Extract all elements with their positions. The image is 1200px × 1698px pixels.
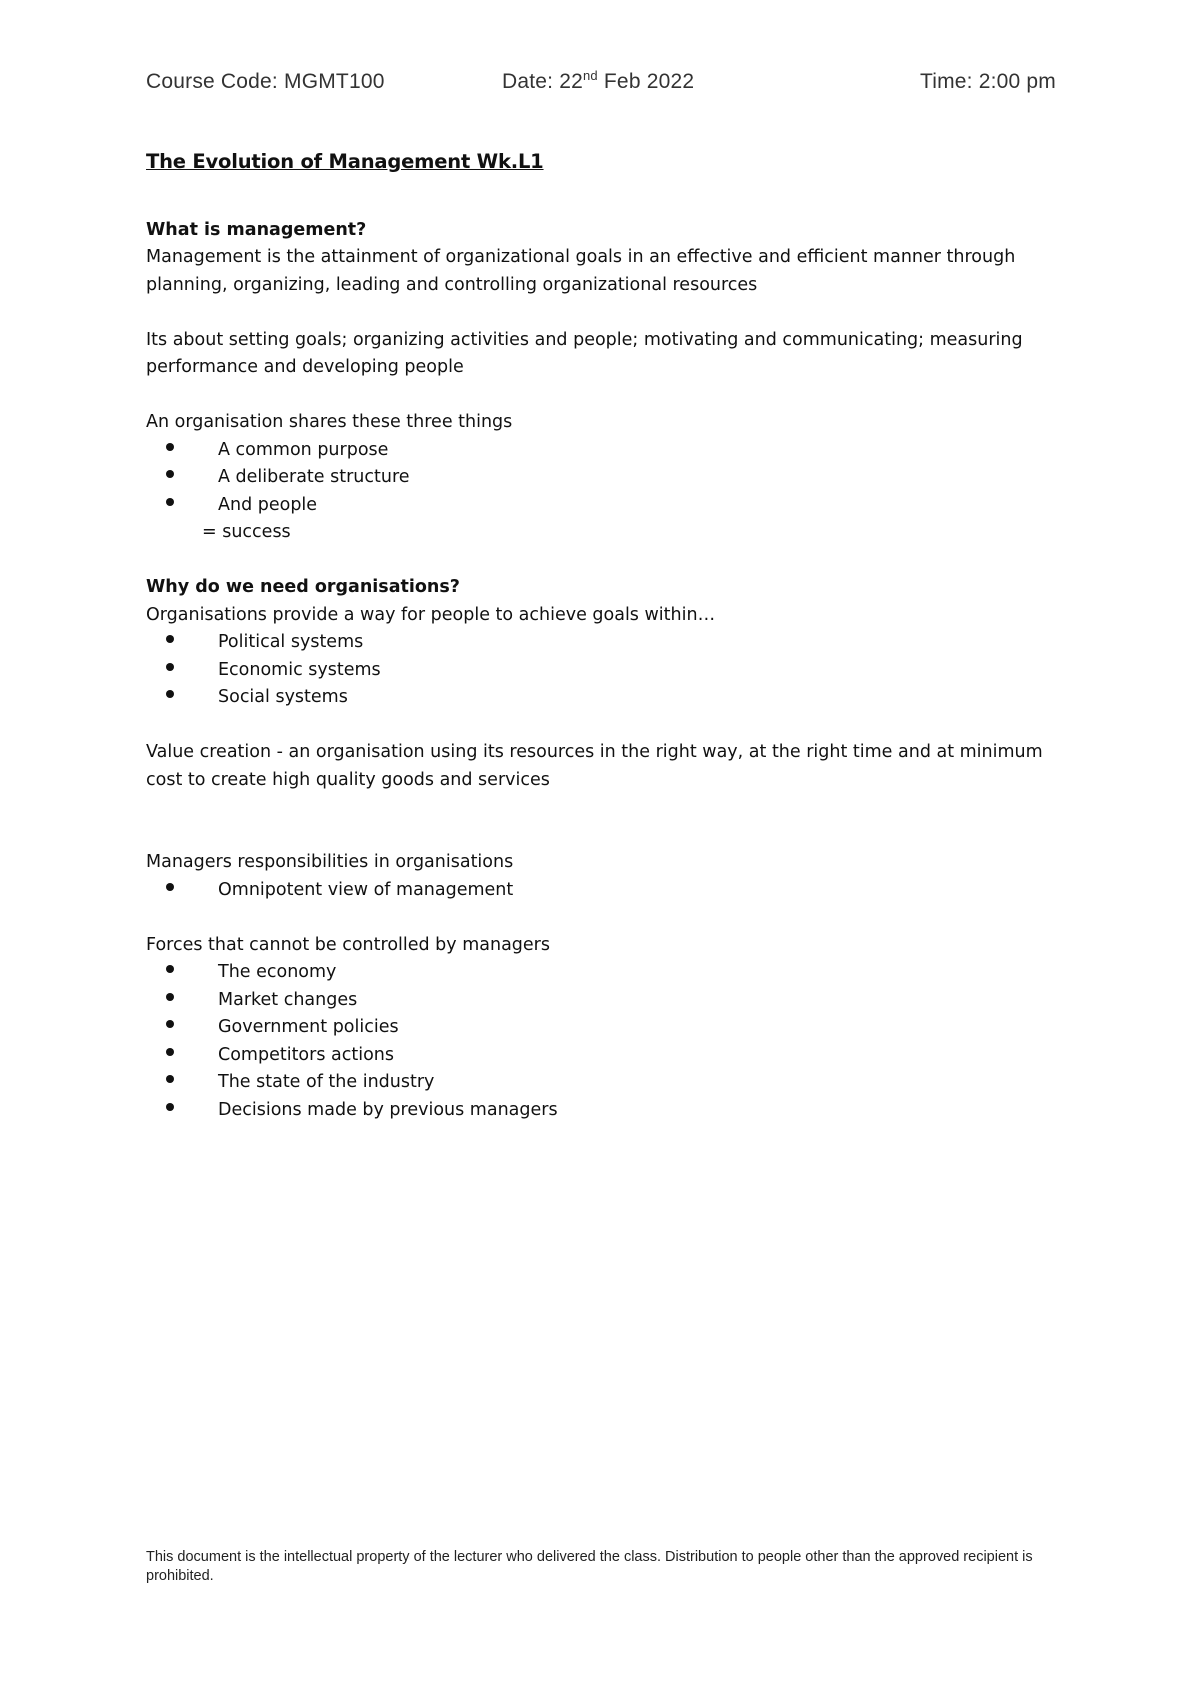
organisations-provide-intro: Organisations provide a way for people to achieve goals within…	[146, 604, 716, 625]
bullet-icon	[166, 690, 174, 698]
managers-responsibilities-intro: Managers responsibilities in organisations	[146, 852, 514, 872]
bullet-icon	[166, 993, 174, 1001]
bullet-icon	[166, 470, 174, 478]
organisation-shares-list	[146, 437, 1066, 520]
list-item: A deliberate structure	[146, 464, 1066, 492]
lecture-date	[502, 70, 694, 94]
bullet-icon	[166, 1075, 174, 1083]
list-item: Political systems	[146, 629, 1066, 657]
list-item: Competitors actions	[146, 1042, 1066, 1070]
document-body	[146, 148, 1066, 1124]
success-result: = success	[202, 522, 291, 542]
list-item: The economy	[146, 959, 1066, 987]
bullet-icon	[166, 498, 174, 506]
list-item: Omnipotent view of management	[146, 877, 1066, 905]
bullet-icon	[166, 883, 174, 891]
lecture-time: Time: 2:00 pm	[919, 70, 1056, 93]
forces-list	[146, 959, 1066, 1124]
date-prefix: Date: 22	[502, 70, 583, 93]
list-item: And people	[146, 492, 1066, 520]
document-title: The Evolution of Management Wk.L1	[146, 150, 544, 173]
bullet-icon	[166, 1020, 174, 1028]
date-suffix: Feb 2022	[597, 70, 695, 93]
heading-what-is-management: What is management?	[146, 219, 367, 240]
systems-list	[146, 629, 1066, 712]
copyright-notice: This document is the intellectual property of the lecturer who delivered the class. Distribution to people other than the approved recipient is prohibited.	[146, 1549, 1033, 1584]
list-item: Decisions made by previous managers	[146, 1097, 1066, 1125]
bullet-icon	[166, 1103, 174, 1111]
bullet-icon	[166, 663, 174, 671]
forces-intro: Forces that cannot be controlled by managers	[146, 934, 550, 955]
value-creation: Value creation - an organisation using its resources in the right way, at the right time and at minimum cost to create high quality goods and services	[146, 742, 1043, 790]
list-item: Economic systems	[146, 657, 1066, 685]
management-definition: Management is the attainment of organizational goals in an effective and efficient manner through planning, organizing, leading and controlling organizational resources	[146, 247, 1016, 295]
list-item: A common purpose	[146, 437, 1066, 465]
list-item: Market changes	[146, 987, 1066, 1015]
list-item: Social systems	[146, 684, 1066, 712]
organisation-shares-intro: An organisation shares these three things	[146, 412, 513, 432]
bullet-icon	[166, 965, 174, 973]
list-item: Government policies	[146, 1014, 1066, 1042]
management-about: Its about setting goals; organizing activities and people; motivating and communicating; measuring performance and developing people	[146, 329, 1023, 377]
heading-why-organisations: Why do we need organisations?	[146, 577, 460, 597]
date-ordinal: nd	[583, 68, 598, 83]
bullet-icon	[166, 443, 174, 451]
responsibilities-list	[146, 877, 1066, 905]
course-code: Course Code: MGMT100	[146, 70, 385, 93]
bullet-icon	[166, 635, 174, 643]
bullet-icon	[166, 1048, 174, 1056]
list-item: The state of the industry	[146, 1069, 1066, 1097]
